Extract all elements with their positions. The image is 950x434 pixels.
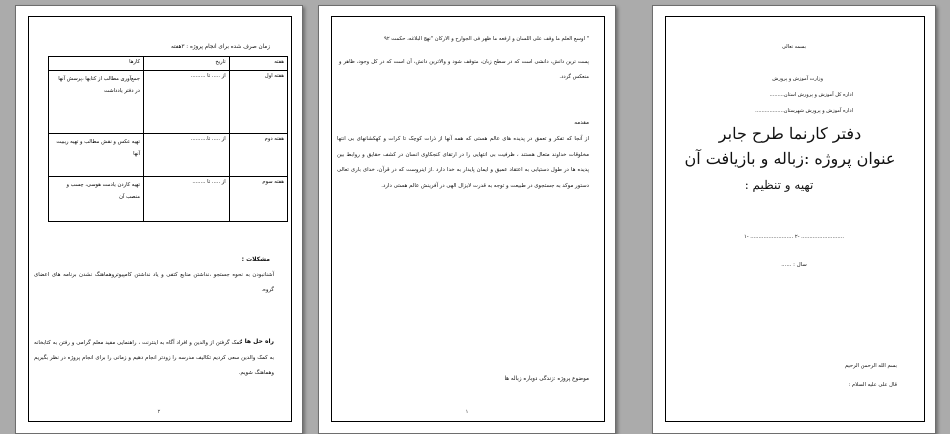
solutions-heading: راه حل ها : [240, 338, 274, 345]
week-cell: هفته اول [229, 71, 287, 134]
col-header-date: تاریخ [144, 57, 230, 71]
notebook-title: دفتر کارنما طرح جابر [718, 124, 862, 143]
problems-text: آشنانبودن به نحوه جستجو ،نداشتن منابع کتفی و یاد نداشتن کامپیوتروهماهنگ نشدن برنامه های اعضای گروه. [34, 272, 274, 293]
year-field: سال : ...... [781, 262, 807, 268]
province-line: اداره کل آموزش و پرورش استان......... [769, 92, 853, 98]
date-cell: از ..... تا.......... [144, 134, 230, 177]
table-row [49, 177, 288, 222]
bismillah: بسم الله الرحمن الرحیم [844, 363, 897, 369]
hadith-intro: قال علی علیه السلام : [848, 382, 897, 388]
table-row [49, 71, 288, 134]
col-header-week: هفته [229, 57, 287, 71]
page-number: ۲ [157, 409, 161, 415]
schedule-table [48, 56, 288, 222]
document-page-1 [652, 5, 936, 434]
document-page-3 [15, 5, 303, 434]
members-row: ۱- .......................... ۲- .......................... [743, 234, 844, 240]
document-page-2 [318, 5, 616, 434]
problems-heading: مشکلات : [241, 256, 270, 263]
date-cell: از ..... تا ........ [144, 177, 230, 222]
quote-translation: پست ترین دانش، دانشی است که در سطح زبان، متوقف شود و والاترین دانش، آن است که در کل وجود، ظاهر و منعکس گردد. [339, 59, 589, 80]
intro-text: از آنجا که تفکر و تعمق در پدیده های عالم هستی که همه آنها از ذرات کوچک تا کرات و کهکشانهای بی انتها مخلوقات خداوند متعال هستند ، ظرفیت بی انتهایی را در ارتقای کنجکاوی انسان در کشف حقایق و روابط بین پدیده ها در طول دستیابی به اعتقاد عمیق و ایمان پایدار به خدا دارد .از اینروست که در قرآن، خدای باری تعالی دستور موکد به جستجوی در طبیعت و توجه به قدرت لایزال الهی در آفرینش عالم هستی دارد. [337, 136, 589, 189]
city-line: اداره آموزش و پرورش شهرستان.................. [755, 108, 853, 114]
solutions-text: کمک گرفتن از والدین و افراد آگاه به اینترنت ، راهنمایی مفید معلم گرامی و رفتن به کتابخانه به کمک والدین سعی کردیم تکالیف مدرسه را زودتر انجام دهیم و زمانی را برای انجام پروژه در نظر بگیریم وهماهنگ شویم. [34, 340, 274, 376]
ministry-line: وزارت آموزش و پرورش [772, 76, 823, 82]
hadith-quote: " اوسع العلم ما وقف علی اللسان و ارفعه ما ظهر فی الجوارح و الارکان "نهج البلاغه، حکمت ۹۲ [384, 36, 589, 42]
project-title: عنوان پروژه :زباله و بازیافت آن [684, 149, 896, 168]
project-topic: موضوع پروژه :زندگی دوباره زباله ها [504, 376, 589, 382]
date-cell: از ..... تا ......... [144, 71, 230, 134]
project-duration: زمان صرف شده برای انجام پروژه : ۳هفته [171, 44, 270, 50]
week-cell: هفته دوم [229, 134, 287, 177]
header-text: بسمه تعالی [781, 44, 807, 50]
task-cell: تهیه عکس و نقش مطالب و تهیه ریبیت آنها [49, 134, 144, 177]
prepared-by-label: تهیه و تنظیم : [744, 178, 814, 192]
intro-heading: مقدمه [574, 120, 589, 126]
col-header-tasks: کارها [49, 57, 144, 71]
week-cell: هفته سوم [229, 177, 287, 222]
task-cell: جمع‌آوری مطالب از کتابها ،پرسش آنها در دفتر یادداشت [49, 71, 144, 134]
table-header-row [49, 57, 288, 71]
table-row [49, 134, 288, 177]
page-number: ۱ [465, 409, 469, 415]
task-cell: تهیه کاردن یادمت هوسی، چسب و منصب آن [49, 177, 144, 222]
